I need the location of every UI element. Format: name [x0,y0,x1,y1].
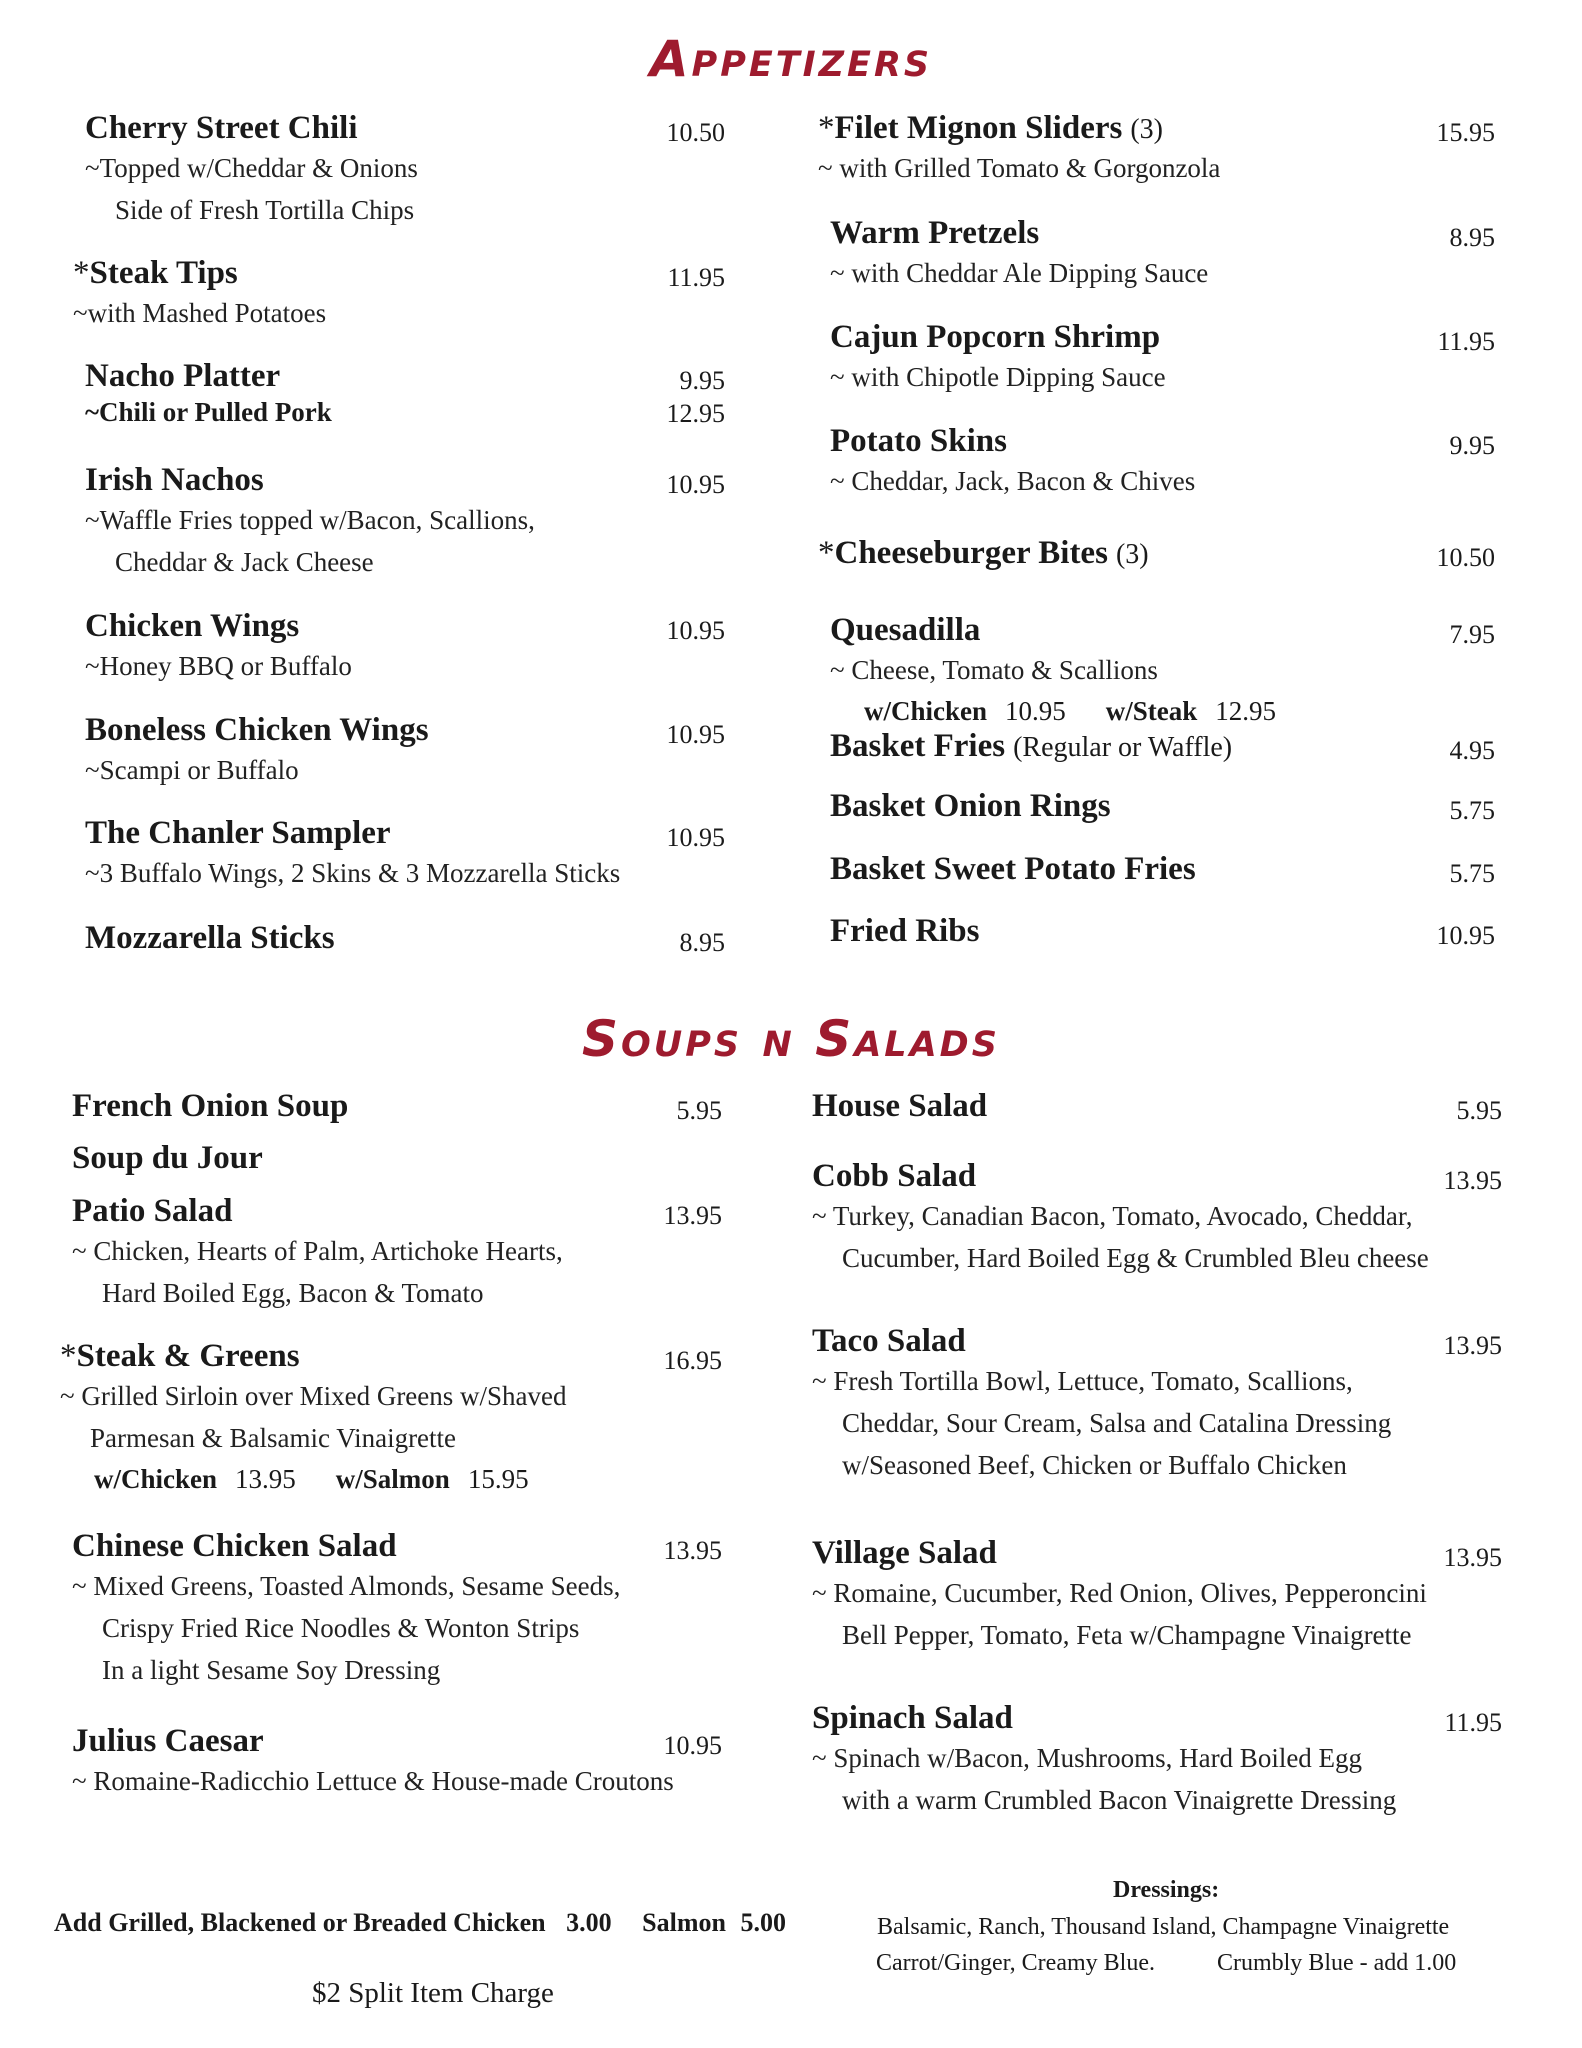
menu-item-description: ~ Romaine, Cucumber, Red Onion, Olives, Pepperoncini [812,1578,1427,1608]
option-price: 10.95 [1005,696,1066,726]
dressings-line-2b: Crumbly Blue - add 1.00 [1216,1950,1457,1976]
menu-item [85,815,725,894]
menu-item [830,728,1495,765]
soups-salads-heading: Soups n Salads [582,1010,1000,1068]
menu-item-price: 10.95 [666,823,725,852]
menu-item-description: ~ Chicken, Hearts of Palm, Artichoke Hearts, [72,1236,563,1266]
menu-item-description: ~ Fresh Tortilla Bowl, Lettuce, Tomato, Scallions, [812,1366,1353,1396]
menu-item-name: Steak & Greens [76,1338,300,1374]
menu-item-price: 10.95 [666,720,725,749]
menu-item-description: w/Seasoned Beef, Chicken or Buffalo Chicken [842,1450,1347,1480]
menu-item-name: French Onion Soup [72,1088,349,1124]
menu-item [85,110,725,231]
menu-item-name: House Salad [812,1088,988,1124]
asterisk-mark: * [60,1338,77,1374]
menu-item-price: 8.95 [1449,223,1495,252]
menu-item-header [72,1528,620,1565]
menu-item-header [812,1535,1427,1572]
menu-item-name: Soup du Jour [72,1140,263,1176]
menu-item-header [818,110,1220,147]
menu-item-header [60,1338,567,1375]
menu-item [830,913,1495,950]
menu-item-options [830,691,1294,731]
menu-item-note: (Regular or Waffle) [1013,732,1233,763]
menu-item-name: Chicken Wings [85,608,300,644]
menu-item-note: (3) [1130,114,1163,145]
menu-item-name: Fried Ribs [830,913,980,949]
menu-item-name: Cobb Salad [812,1158,977,1194]
menu-item-description: ~Topped w/Cheddar & Onions [85,153,418,183]
menu-item-name: Julius Caesar [72,1723,264,1759]
dressings-line-1: Balsamic, Ranch, Thousand Island, Champagne Vinaigrette [877,1914,1450,1940]
option-label: w/Steak [1105,696,1198,726]
menu-item [85,712,725,791]
menu-item-header [830,215,1208,252]
menu-item-price: 9.95 [679,366,725,395]
menu-item-name: Boneless Chicken Wings [85,712,429,748]
menu-item-description: ~ Mixed Greens, Toasted Almonds, Sesame Seeds, [72,1571,621,1601]
option-price: 13.95 [235,1464,296,1494]
menu-item-header [830,728,1232,765]
menu-item-name: Potato Skins [830,423,1007,459]
menu-item-price: 16.95 [663,1346,722,1375]
menu-item-name: Warm Pretzels [830,215,1040,251]
menu-item-header [85,110,418,147]
menu-item [60,1338,722,1499]
menu-item-price: 13.95 [663,1201,722,1230]
menu-item-name: Cherry Street Chili [85,110,358,146]
asterisk-mark: * [73,255,90,291]
menu-item-description: ~ Cheddar, Jack, Bacon & Chives [830,466,1196,496]
menu-item-description: Bell Pepper, Tomato, Feta w/Champagne Vinaigrette [842,1620,1412,1650]
menu-item-price: 4.95 [1449,736,1495,765]
menu-item [812,1158,1502,1279]
menu-item-header [830,913,979,950]
menu-item [830,215,1495,294]
add-on-price: 3.00 [566,1908,612,1937]
menu-item-name: Filet Mignon Sliders [834,110,1123,146]
menu-item-description: ~ with Grilled Tomato & Gorgonzola [818,153,1221,183]
menu-item-header [72,1088,348,1125]
menu-item [830,788,1495,825]
menu-item [85,608,725,687]
menu-item-header [830,851,1196,888]
add-on-line [54,1908,786,1938]
menu-item-header [85,920,335,957]
menu-item-description: ~3 Buffalo Wings, 2 Skins & 3 Mozzarella Sticks [85,858,621,888]
menu-item-name: Quesadilla [830,612,981,648]
menu-item-name: Basket Onion Rings [830,788,1111,824]
menu-item-price: 7.95 [1449,620,1495,649]
menu-item [812,1323,1502,1486]
menu-item [812,1088,1502,1125]
menu-item-price: 13.95 [1443,1543,1502,1572]
menu-item [85,358,725,429]
menu-item-description: Parmesan & Balsamic Vinaigrette [90,1423,457,1453]
menu-item-description: Cucumber, Hard Boiled Egg & Crumbled Bleu cheese [842,1243,1429,1273]
menu-item-price: 11.95 [1444,1708,1502,1737]
menu-item-name: Village Salad [812,1535,997,1571]
menu-item-price: 10.95 [666,616,725,645]
menu-item-header [830,423,1195,460]
option-label: w/Chicken [94,1464,218,1494]
menu-item-name: Basket Sweet Potato Fries [830,851,1196,887]
menu-item-header [85,712,429,749]
menu-item-price: 11.95 [667,263,725,292]
menu-item-description: ~ with Chipotle Dipping Sauce [830,362,1166,392]
menu-item [72,1088,722,1125]
menu-item-price: 5.95 [676,1096,722,1125]
menu-item-description: ~ with Cheddar Ale Dipping Sauce [830,258,1209,288]
menu-item-description: ~with Mashed Potatoes [73,298,327,328]
menu-item-name: Nacho Platter [85,358,281,394]
variant-price: 12.95 [666,399,725,428]
menu-item [812,1700,1502,1821]
variant-label: ~Chili or Pulled Pork [85,397,332,427]
menu-item-price: 11.95 [1437,327,1495,356]
menu-item-name: Basket Fries [830,728,1006,764]
menu-item [830,423,1495,502]
menu-item-description: ~Scampi or Buffalo [85,755,299,785]
menu-item-price: 10.50 [1436,543,1495,572]
menu-item [72,1723,722,1802]
menu-item-price: 8.95 [679,928,725,957]
menu-item [818,110,1495,189]
menu-item-name: Taco Salad [812,1323,966,1359]
menu-item [830,612,1495,731]
menu-item-header [85,358,332,395]
menu-item-description: ~Waffle Fries topped w/Bacon, Scallions, [85,505,535,535]
menu-item [830,851,1495,888]
menu-item-price: 10.50 [666,118,725,147]
menu-item-variant [85,397,725,429]
menu-item-description: ~ Grilled Sirloin over Mixed Greens w/Shaved [60,1381,567,1411]
menu-item-header [818,535,1149,572]
menu-item-price: 10.95 [1436,921,1495,950]
menu-item [72,1193,722,1314]
menu-item-description: Side of Fresh Tortilla Chips [115,195,415,225]
menu-item-header [812,1700,1396,1737]
menu-item-header [830,788,1111,825]
option-price: 12.95 [1215,696,1277,726]
menu-item-header [72,1140,263,1177]
menu-item-header [812,1158,1429,1195]
menu-item-price: 9.95 [1449,431,1495,460]
menu-item-header [85,608,352,645]
menu-item [85,920,725,957]
option-price: 15.95 [467,1464,529,1494]
menu-item-price: 13.95 [1443,1331,1502,1360]
menu-item-description: ~ Romaine-Radicchio Lettuce & House-made Croutons [72,1766,674,1796]
menu-item-header [812,1323,1391,1360]
salmon-label: Salmon [642,1908,726,1937]
menu-item-description: with a warm Crumbled Bacon Vinaigrette Dressing [842,1785,1397,1815]
menu-item-description: ~ Turkey, Canadian Bacon, Tomato, Avocado, Cheddar, [812,1201,1413,1231]
menu-item [72,1140,263,1177]
option-label: w/Chicken [864,696,988,726]
menu-item [72,1528,722,1691]
menu-item-price: 5.95 [1456,1096,1502,1125]
menu-item-header [72,1193,563,1230]
menu-item [830,319,1495,398]
dressings-line-2 [876,1950,1456,1977]
menu-item [73,255,725,334]
menu-item-name: Mozzarella Sticks [85,920,335,956]
add-on-label: Add Grilled, Blackened or Breaded Chicken [54,1908,546,1937]
split-charge: $2 Split Item Charge [312,1977,554,2009]
menu-item [818,535,1495,572]
menu-item-price: 15.95 [1436,118,1495,147]
dressings-title: Dressings: [1113,1877,1220,1903]
menu-item-description: Cheddar, Sour Cream, Salsa and Catalina Dressing [842,1408,1392,1438]
menu-item [85,462,725,583]
menu-item-header [812,1088,987,1125]
menu-item-name: The Chanler Sampler [85,815,391,851]
menu-item-price: 5.75 [1449,859,1495,888]
menu-item-description: Hard Boiled Egg, Bacon & Tomato [102,1278,484,1308]
menu-item-description: Crispy Fried Rice Noodles & Wonton Strips [102,1613,580,1643]
menu-item-name: Spinach Salad [812,1700,1013,1736]
menu-item-price: 10.95 [666,470,725,499]
menu-item-name: Cajun Popcorn Shrimp [830,319,1161,355]
menu-item-description: Cheddar & Jack Cheese [115,547,374,577]
menu-item-description: ~Honey BBQ or Buffalo [85,651,352,681]
menu-item-name: Steak Tips [89,255,238,291]
menu-item-price: 13.95 [663,1536,722,1565]
menu-item-price: 5.75 [1449,796,1495,825]
dressings-line-2a: Carrot/Ginger, Creamy Blue. [876,1950,1155,1976]
menu-item-name: Irish Nachos [85,462,264,498]
appetizers-heading: Appetizers [649,30,933,88]
menu-item-header [830,612,1294,649]
menu-item-options [60,1459,567,1499]
menu-item-description: ~ Cheese, Tomato & Scallions [830,655,1158,685]
menu-item-header [72,1723,674,1760]
menu-item-price: 13.95 [1443,1166,1502,1195]
salmon-price: 5.00 [740,1908,786,1937]
menu-item-header [73,255,326,292]
menu-item-header [85,815,620,852]
option-label: w/Salmon [335,1464,450,1494]
menu-item [812,1535,1502,1656]
menu-item-name: Cheeseburger Bites [834,535,1108,571]
menu-item-note: (3) [1115,539,1149,570]
menu-item-description: ~ Spinach w/Bacon, Mushrooms, Hard Boiled Egg [812,1743,1363,1773]
menu-item-name: Chinese Chicken Salad [72,1528,397,1564]
asterisk-mark: * [818,535,835,571]
asterisk-mark: * [818,110,835,146]
menu-item-description: In a light Sesame Soy Dressing [102,1655,441,1685]
menu-item-name: Patio Salad [72,1193,233,1229]
menu-item-price: 10.95 [663,1731,722,1760]
menu-item-header [85,462,535,499]
menu-item-header [830,319,1166,356]
